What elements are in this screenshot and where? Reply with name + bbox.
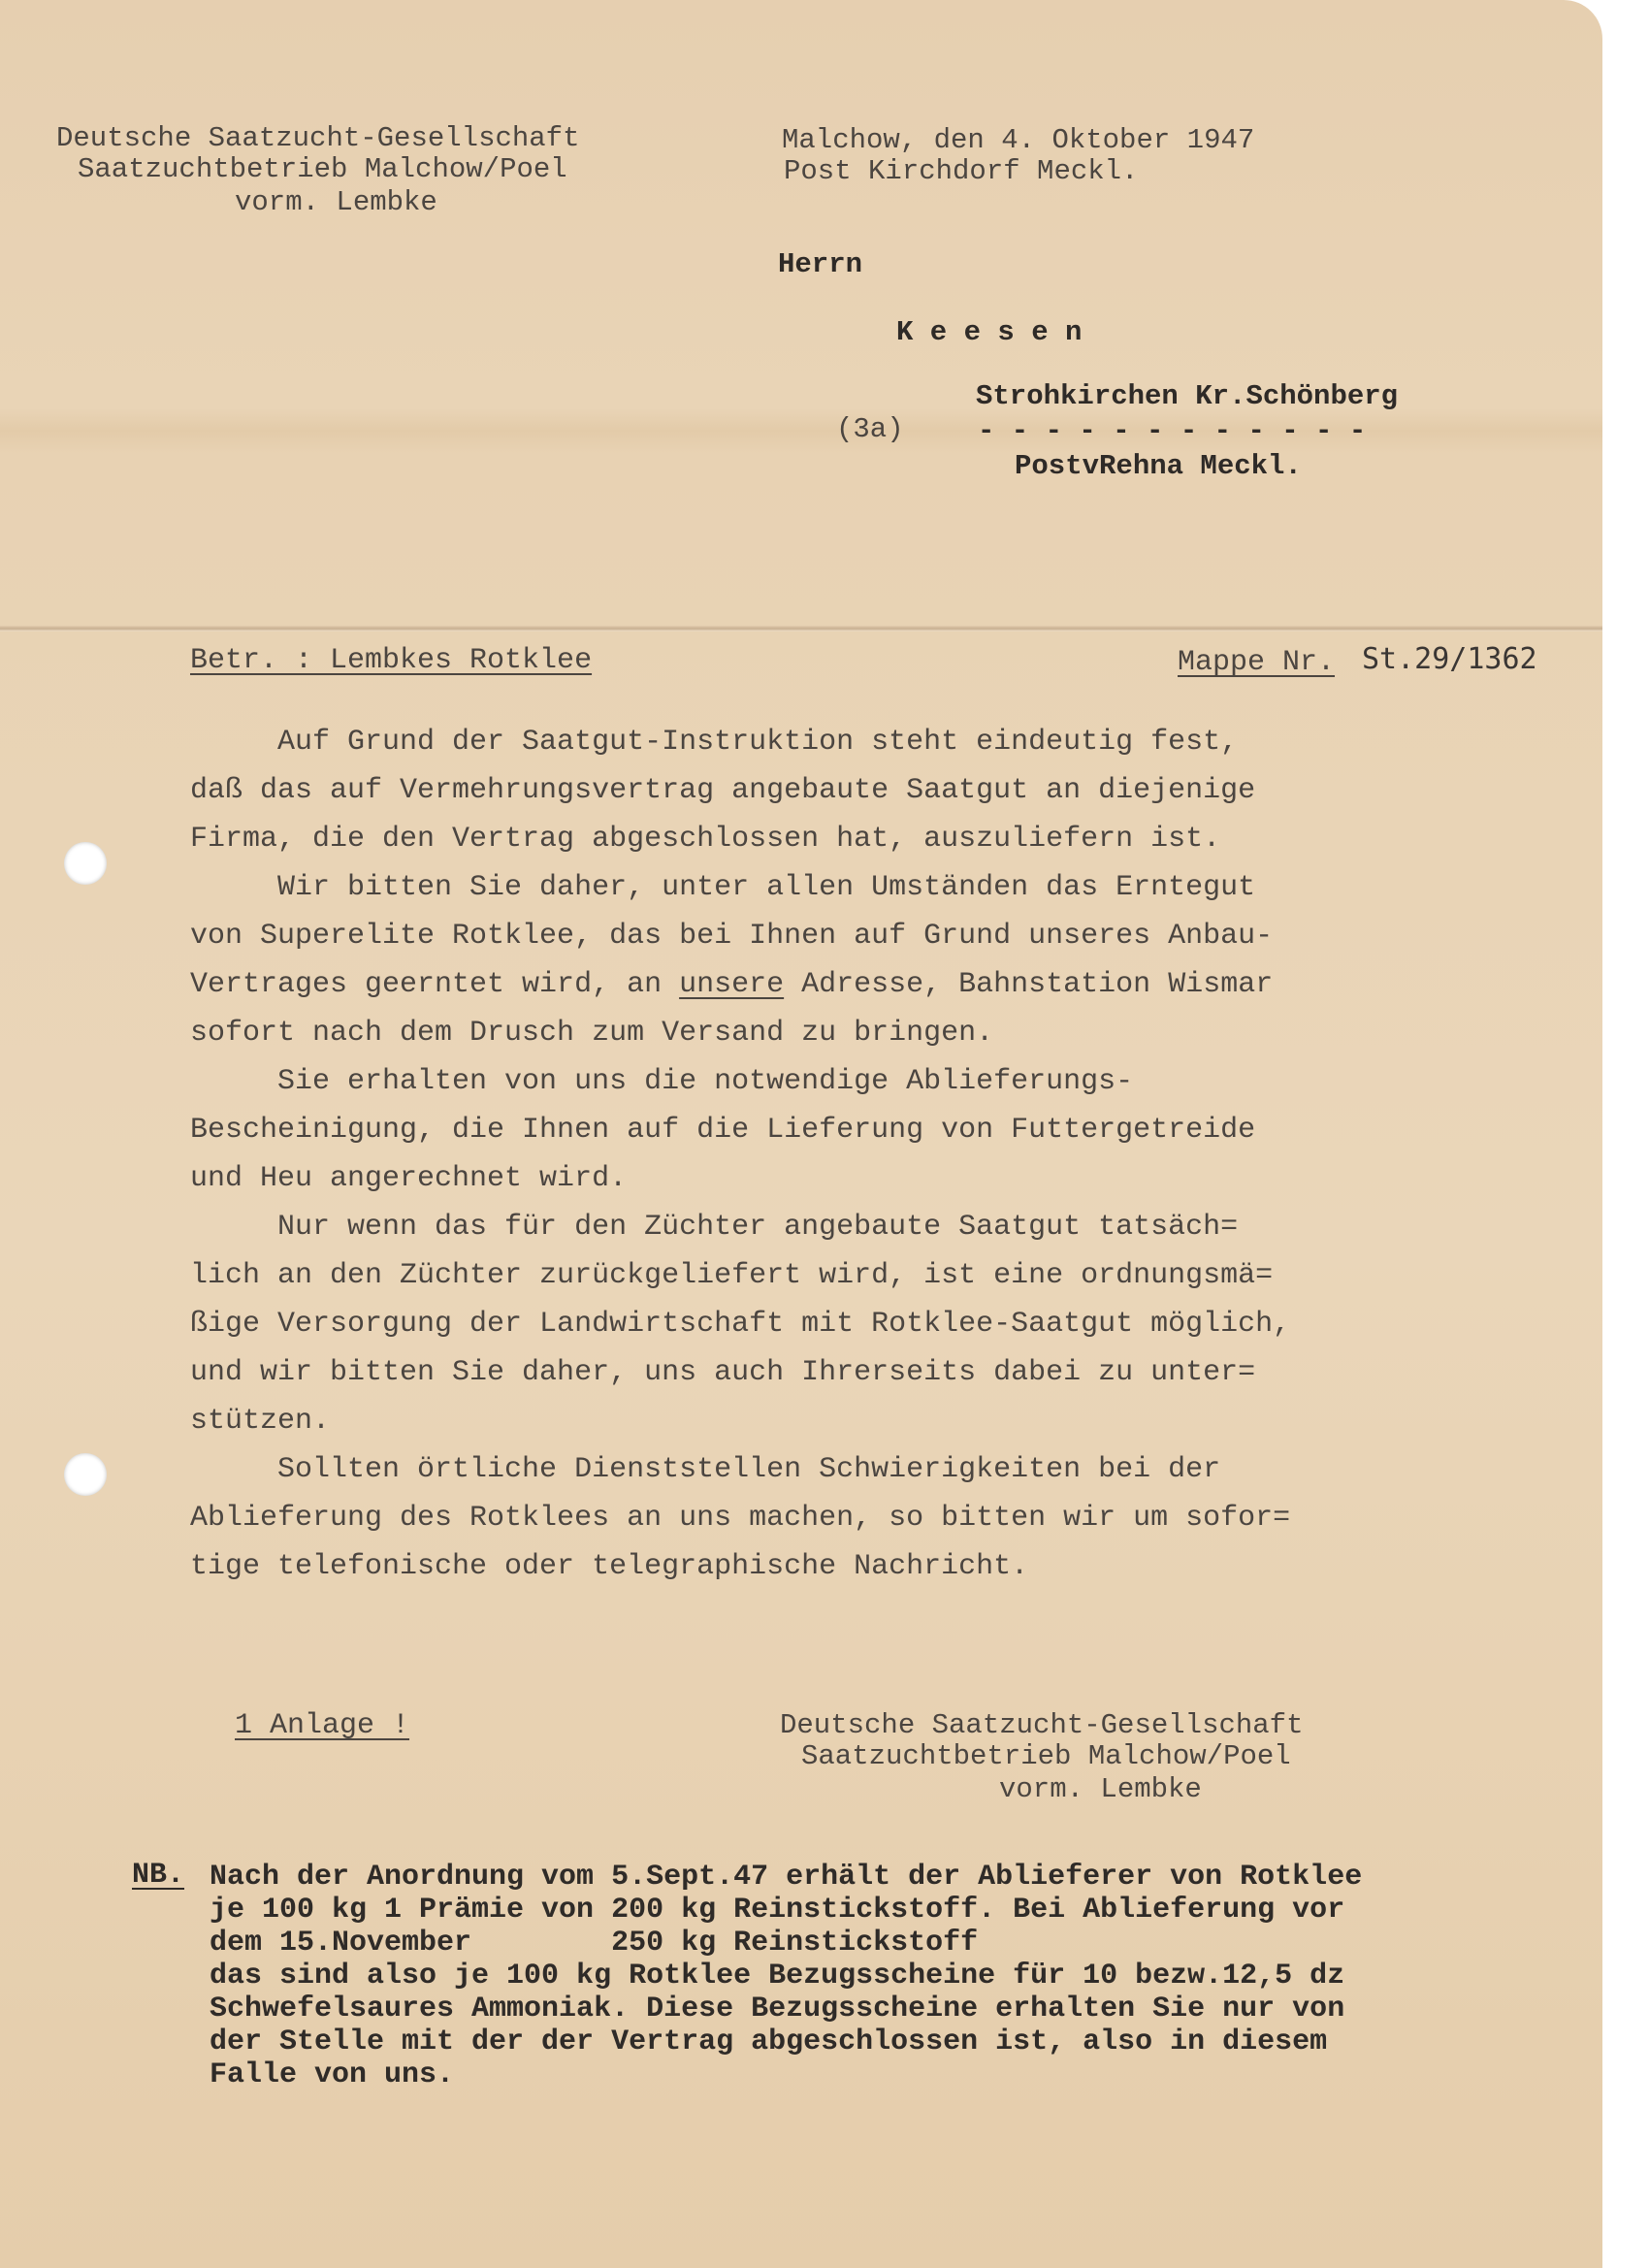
body-line: daß das auf Vermehrungsvertrag angebaute Saatgut an diejenige — [190, 774, 1256, 807]
body-line: Nur wenn das für den Züchter angebaute Saatgut tatsäch= — [190, 1211, 1239, 1244]
nb-line: dem 15.November 250 kg Reinstickstoff — [210, 1927, 979, 1960]
body-line-end: Adresse, Bahnstation Wismar — [784, 968, 1274, 1001]
body-line: Bescheinigung, die Ihnen auf die Lieferung von Futtergetreide — [190, 1114, 1256, 1147]
folder-label: Mappe Nr. — [1178, 646, 1336, 679]
letter-body — [190, 718, 1548, 1610]
nb-line: Falle von uns. — [210, 2058, 455, 2091]
body-line: Auf Grund der Saatgut-Instruktion steht eindeutig fest, — [190, 726, 1239, 759]
sender-line-3: vorm. Lembke — [235, 186, 437, 218]
punch-hole-bottom — [64, 1453, 107, 1496]
body-line-start: Vertrages geerntet wird, an — [190, 968, 680, 1001]
sender-line-1: Deutsche Saatzucht-Gesellschaft — [56, 122, 580, 154]
recipient-dashes: - - - - - - - - - - - - — [978, 415, 1367, 447]
body-line: ßige Versorgung der Landwirtschaft mit Rotklee-Saatgut möglich, — [190, 1308, 1291, 1341]
enclosure-note: 1 Anlage ! — [235, 1709, 410, 1742]
punch-hole-top — [64, 842, 107, 885]
nb-line: je 100 kg 1 Prämie von 200 kg Reinstickstoff. Bei Ablieferung vor — [210, 1894, 1345, 1927]
recipient-post: PostvRehna Meckl. — [1015, 450, 1302, 482]
paper-fold — [0, 626, 1602, 632]
body-line — [190, 960, 1273, 1009]
signature-line-1: Deutsche Saatzucht-Gesellschaft — [780, 1709, 1304, 1741]
recipient-zone: (3a) — [836, 413, 904, 445]
nb-line: Nach der Anordnung vom 5.Sept.47 erhält der Ablieferer von Rotklee — [210, 1861, 1363, 1894]
nb-note — [210, 1861, 1587, 2103]
nb-line: Schwefelsaures Ammoniak. Diese Bezugsscheine erhalten Sie nur von — [210, 1993, 1345, 2025]
body-line: von Superelite Rotklee, das bei Ihnen auf Grund unseres Anbau- — [190, 920, 1274, 953]
body-line: und Heu angerechnet wird. — [190, 1162, 628, 1195]
recipient-salutation: Herrn — [778, 248, 863, 280]
body-line: tige telefonische oder telegraphische Nachricht. — [190, 1550, 1029, 1583]
body-line: stützen. — [190, 1405, 331, 1438]
body-line: Ablieferung des Rotklees an uns machen, so bitten wir um sofor= — [190, 1502, 1291, 1535]
body-line: sofort nach dem Drusch zum Versand zu bringen. — [190, 1017, 994, 1050]
body-line: Firma, die den Vertrag abgeschlossen hat, auszuliefern ist. — [190, 823, 1221, 856]
nb-label: NB. — [132, 1859, 185, 1892]
nb-line: das sind also je 100 kg Rotklee Bezugsscheine für 10 bezw.12,5 dz — [210, 1960, 1345, 1993]
nb-line: der Stelle mit der der Vertrag abgeschlossen ist, also in diesem — [210, 2025, 1328, 2058]
post-office: Post Kirchdorf Meckl. — [784, 155, 1139, 187]
signature-line-3: vorm. Lembke — [999, 1773, 1202, 1805]
underlined-word: unsere — [679, 968, 785, 1001]
recipient-name: K e e s e n — [896, 316, 1083, 348]
sender-line-2: Saatzuchtbetrieb Malchow/Poel — [78, 153, 567, 185]
subject-line: Betr. : Lembkes Rotklee — [190, 644, 593, 677]
signature-line-2: Saatzuchtbetrieb Malchow/Poel — [801, 1740, 1291, 1772]
body-line: Sie erhalten von uns die notwendige Ablieferungs- — [190, 1065, 1134, 1098]
body-line: Wir bitten Sie daher, unter allen Umständen das Erntegut — [190, 871, 1256, 904]
body-line: Sollten örtliche Dienststellen Schwierigkeiten bei der — [190, 1453, 1221, 1486]
body-line: lich an den Züchter zurückgeliefert wird, ist eine ordnungsmä= — [190, 1259, 1274, 1292]
folder-number: St.29/1362 — [1362, 642, 1537, 676]
body-line: und wir bitten Sie daher, uns auch Ihrerseits dabei zu unter= — [190, 1356, 1256, 1389]
recipient-place: Strohkirchen Kr.Schönberg — [976, 380, 1399, 412]
place-date: Malchow, den 4. Oktober 1947 — [782, 124, 1255, 156]
